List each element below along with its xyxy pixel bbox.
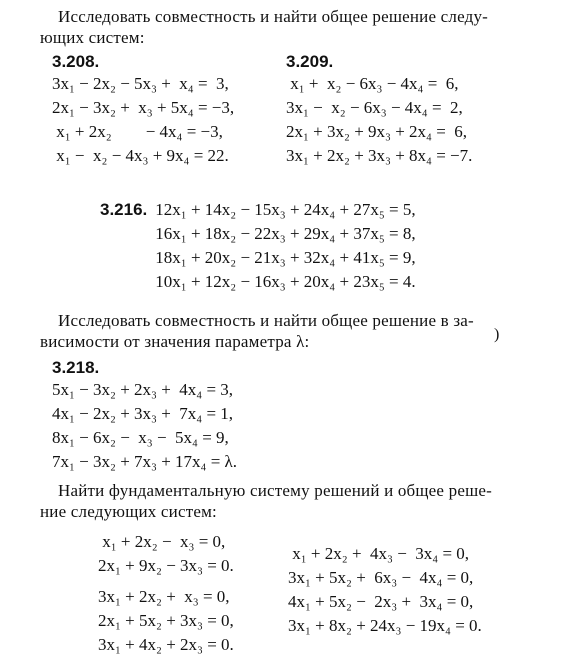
equation: 3x₁ + 2x₂ + 3x₃ + 8x₄ = −7. — [286, 146, 473, 165]
equation-system — [286, 72, 472, 168]
equation: 3x₁ + 4x₂ + 2x₃ = 0. — [98, 635, 234, 654]
equation: 7x₁ − 3x₂ + 7x₃ + 17x₄ = λ. — [52, 452, 238, 471]
intro-1-line-2: ющих систем: — [40, 28, 145, 47]
equation: 18x₁ + 20x₂ − 21x₃ + 32x₄ + 41x₅ = 9, — [155, 248, 416, 267]
equation-system — [52, 72, 234, 168]
equation: 4x₁ − 2x₂ + 3x₃ + 7x₄ = 1, — [52, 404, 234, 423]
intro-paragraph-2 — [40, 310, 555, 352]
equation: 2x₁ + 5x₂ + 3x₃ = 0, — [98, 611, 234, 630]
equation: x₁ + 2x₂ − 4x₄ = −3, — [52, 122, 223, 141]
problem-number: 3.216. — [100, 200, 148, 219]
equation-system — [98, 585, 234, 657]
equation: 3x₁ + 5x₂ + 6x₃ − 4x₄ = 0, — [288, 568, 474, 587]
intro-1-line-1: Исследовать совместность и найти общее решение следу- — [58, 7, 489, 26]
equation: 3x₁ − x₂ − 6x₃ − 4x₄ = 2, — [286, 98, 463, 117]
equation: 2x₁ − 3x₂ + x₃ + 5x₄ = −3, — [52, 98, 235, 117]
equation: x₁ − x₂ − 4x₃ + 9x₄ = 22. — [52, 146, 229, 165]
handwritten-mark: ) — [494, 326, 500, 343]
intro-paragraph-3 — [40, 480, 555, 522]
problem-number: 3.218. — [52, 358, 100, 377]
problem-3-208 — [52, 52, 234, 168]
equation: x₁ + 2x₂ − x₃ = 0, — [98, 532, 226, 551]
equation: 3x₁ + 2x₂ + x₃ = 0, — [98, 587, 230, 606]
equation: 3x₁ − 2x₂ − 5x₃ + x₄ = 3, — [52, 74, 229, 93]
intro-paragraph-1 — [40, 6, 555, 48]
homogeneous-system-c — [288, 542, 482, 638]
problem-3-209 — [286, 52, 472, 168]
homogeneous-system-a — [98, 530, 234, 578]
equation: x₁ + x₂ − 6x₃ − 4x₄ = 6, — [286, 74, 459, 93]
intro-2-line-2: висимости от значения параметра λ: — [40, 332, 310, 351]
homogeneous-system-b — [98, 585, 234, 657]
equation: 3x₁ + 8x₂ + 24x₃ − 19x₄ = 0. — [288, 616, 482, 635]
equation: 4x₁ + 5x₂ − 2x₃ + 3x₄ = 0, — [288, 592, 474, 611]
equation: 5x₁ − 3x₂ + 2x₃ + 4x₄ = 3, — [52, 380, 234, 399]
equation: x₁ + 2x₂ + 4x₃ − 3x₄ = 0, — [288, 544, 470, 563]
intro-3-line-1: Найти фундаментальную систему решений и общее реше- — [58, 481, 492, 500]
equation: 12x₁ + 14x₂ − 15x₃ + 24x₄ + 27x₅ = 5, — [155, 200, 416, 219]
equation: 2x₁ + 3x₂ + 9x₃ + 2x₄ = 6, — [286, 122, 468, 141]
equation-system — [288, 542, 482, 638]
equation-system — [155, 198, 415, 294]
equation: 8x₁ − 6x₂ − x₃ − 5x₄ = 9, — [52, 428, 229, 447]
equation-system — [52, 378, 237, 474]
equation: 2x₁ + 9x₂ − 3x₃ = 0. — [98, 556, 234, 575]
equation: 10x₁ + 12x₂ − 16x₃ + 20x₄ + 23x₅ = 4. — [155, 272, 416, 291]
problem-number: 3.208. — [52, 52, 100, 71]
problem-3-218 — [52, 358, 237, 474]
equation-system — [98, 530, 234, 578]
equation: 16x₁ + 18x₂ − 22x₃ + 29x₄ + 37x₅ = 8, — [155, 224, 416, 243]
intro-3-line-2: ние следующих систем: — [40, 502, 217, 521]
problem-3-216 — [100, 198, 416, 294]
problem-number: 3.209. — [286, 52, 334, 71]
intro-2-line-1: Исследовать совместность и найти общее решение в за- — [58, 311, 474, 330]
